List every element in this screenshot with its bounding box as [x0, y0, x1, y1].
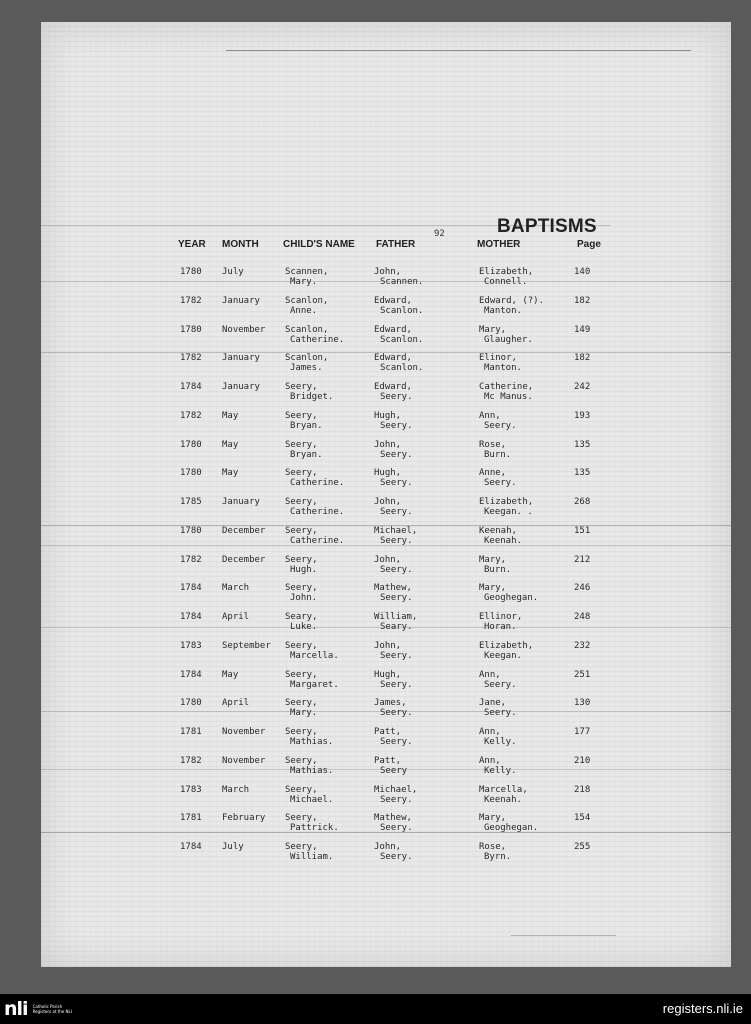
nli-logo[interactable]: [4, 997, 77, 1021]
record-child-surname: Scannen,: [285, 267, 329, 277]
record-month: September: [222, 640, 271, 651]
record-father-forename: John,: [374, 497, 402, 507]
record-year: 1780: [180, 324, 202, 335]
record-page: 210: [574, 755, 591, 766]
record-mother-forename: Mary,: [479, 324, 507, 335]
record-month: January: [222, 353, 260, 364]
record-father-forename: Mathew,: [374, 583, 412, 594]
record-month: January: [222, 497, 260, 507]
record-child-forename: James.: [290, 363, 323, 374]
record-mother-forename: Elizabeth,: [479, 497, 534, 507]
record-mother-surname: Geoghegan.: [484, 593, 539, 604]
record-child-forename: John.: [290, 593, 318, 604]
record-child-forename: Bryan.: [290, 420, 323, 431]
record-father-forename: John,: [374, 640, 402, 651]
record-father-surname: Seery.: [380, 535, 413, 546]
record-father-surname: Seery.: [380, 478, 413, 489]
record-month: January: [222, 295, 260, 306]
record-mother-forename: Ann,: [479, 727, 501, 737]
table-row: [41, 267, 731, 296]
record-child-surname: Seery,: [285, 727, 318, 737]
record-child-forename: Catherine.: [290, 535, 345, 546]
column-header-father: FATHER: [376, 239, 416, 250]
record-father-surname: Seery.: [380, 392, 413, 402]
record-page: 135: [574, 439, 591, 450]
record-year: 1781: [180, 813, 202, 824]
record-father-surname: Scanlon.: [380, 334, 424, 345]
record-mother-surname: Connell.: [484, 277, 528, 287]
record-father-forename: Hugh,: [374, 410, 402, 421]
record-page: 251: [574, 669, 591, 680]
record-page: 255: [574, 842, 591, 852]
record-mother-surname: Mc Manus.: [484, 392, 533, 402]
record-month: July: [222, 267, 244, 277]
table-row: [41, 785, 731, 814]
record-mother-surname: Burn.: [484, 564, 512, 575]
record-page: 232: [574, 640, 591, 651]
record-child-surname: Seary,: [285, 612, 318, 622]
table-row: [41, 468, 731, 497]
record-mother-surname: Seery.: [484, 478, 517, 489]
record-mother-forename: Marcella,: [479, 784, 528, 795]
record-father-surname: Seery.: [380, 679, 413, 690]
record-month: May: [222, 439, 239, 450]
record-father-surname: Seery.: [380, 794, 413, 805]
record-mother-surname: Byrn.: [484, 852, 512, 862]
record-father-forename: Michael,: [374, 525, 418, 536]
record-child-surname: Seery,: [285, 842, 318, 852]
record-page: 177: [574, 727, 591, 737]
record-child-forename: William.: [290, 852, 334, 862]
record-mother-forename: Elinor,: [479, 353, 517, 364]
record-mother-surname: Geoghegan.: [484, 823, 539, 834]
record-mother-surname: Horan.: [484, 622, 517, 632]
record-year: 1783: [180, 784, 202, 795]
record-father-forename: Edward,: [374, 295, 412, 306]
record-child-surname: Scanlon,: [285, 324, 329, 335]
record-month: December: [222, 525, 266, 536]
record-father-surname: Seery.: [380, 564, 413, 575]
record-mother-surname: Kelly.: [484, 765, 517, 776]
record-father-surname: Seery.: [380, 420, 413, 431]
record-father-forename: Hugh,: [374, 468, 402, 479]
record-child-surname: Seery,: [285, 755, 318, 766]
page-number: 92: [434, 229, 445, 239]
table-row: [41, 296, 731, 325]
table-row: [41, 698, 731, 727]
table-row: [41, 756, 731, 785]
record-child-surname: Seery,: [285, 784, 318, 795]
record-mother-surname: Seery.: [484, 679, 517, 690]
record-father-forename: John,: [374, 554, 402, 565]
record-child-forename: Catherine.: [290, 334, 345, 345]
record-page: 182: [574, 353, 591, 364]
record-month: February: [222, 813, 266, 824]
record-mother-surname: Seery.: [484, 420, 517, 431]
record-father-surname: Seery.: [380, 852, 413, 862]
record-father-surname: Seery.: [380, 593, 413, 604]
record-child-surname: Seery,: [285, 382, 318, 392]
record-year: 1780: [180, 525, 202, 536]
record-father-surname: Seery.: [380, 449, 413, 460]
record-page: 268: [574, 497, 591, 507]
record-month: March: [222, 784, 250, 795]
record-page: 242: [574, 382, 591, 392]
record-month: November: [222, 324, 266, 335]
record-mother-forename: Jane,: [479, 698, 507, 709]
record-child-surname: Seery,: [285, 468, 318, 479]
column-header-mother: MOTHER: [477, 239, 521, 250]
table-row: [41, 526, 731, 555]
record-mother-forename: Elizabeth,: [479, 640, 534, 651]
record-father-forename: Patt,: [374, 727, 402, 737]
record-child-forename: Bridget.: [290, 392, 334, 402]
record-mother-forename: Ellinor,: [479, 612, 523, 622]
record-year: 1784: [180, 382, 202, 392]
record-child-forename: Pattrick.: [290, 823, 339, 834]
record-child-forename: Bryan.: [290, 449, 323, 460]
record-year: 1783: [180, 640, 202, 651]
record-month: April: [222, 698, 250, 709]
record-mother-forename: Mary,: [479, 554, 507, 565]
record-mother-forename: Mary,: [479, 813, 507, 824]
record-father-forename: James,: [374, 698, 407, 709]
record-year: 1782: [180, 353, 202, 364]
record-child-forename: Catherine.: [290, 478, 345, 489]
record-father-surname: Seery.: [380, 737, 413, 747]
scan-line: [226, 50, 691, 51]
record-child-surname: Seery,: [285, 497, 318, 507]
record-mother-surname: Manton.: [484, 305, 522, 316]
table-row: [41, 612, 731, 641]
record-month: January: [222, 382, 260, 392]
record-year: 1782: [180, 755, 202, 766]
record-page: 154: [574, 813, 591, 824]
record-page: 246: [574, 583, 591, 594]
record-child-surname: Seery,: [285, 410, 318, 421]
record-father-surname: Seery.: [380, 507, 413, 517]
record-year: 1784: [180, 612, 202, 622]
record-child-forename: Marcella.: [290, 650, 339, 661]
record-mother-forename: Ann,: [479, 755, 501, 766]
record-mother-surname: Keenah.: [484, 794, 522, 805]
record-page: 182: [574, 295, 591, 306]
register-page: [41, 22, 731, 967]
record-child-forename: Catherine.: [290, 507, 345, 517]
record-page: 218: [574, 784, 591, 795]
record-page: 248: [574, 612, 591, 622]
record-year: 1782: [180, 410, 202, 421]
record-child-surname: Scanlon,: [285, 353, 329, 364]
record-page: 135: [574, 468, 591, 479]
record-father-surname: Seery.: [380, 823, 413, 834]
table-row: [41, 555, 731, 584]
record-year: 1781: [180, 727, 202, 737]
table-row: [41, 670, 731, 699]
record-year: 1780: [180, 698, 202, 709]
record-month: December: [222, 554, 266, 565]
record-year: 1780: [180, 439, 202, 450]
record-father-surname: Scanlon.: [380, 363, 424, 374]
record-child-forename: Mathias.: [290, 765, 334, 776]
column-header-month: MONTH: [222, 239, 259, 250]
record-mother-surname: Glaugher.: [484, 334, 533, 345]
record-father-forename: Edward,: [374, 353, 412, 364]
record-father-forename: Hugh,: [374, 669, 402, 680]
table-row: [41, 382, 731, 411]
record-page: 140: [574, 267, 591, 277]
record-year: 1782: [180, 554, 202, 565]
record-mother-forename: Keenah,: [479, 525, 517, 536]
record-child-forename: Luke.: [290, 622, 318, 632]
record-mother-surname: Keegan. .: [484, 507, 533, 517]
table-row: [41, 727, 731, 756]
record-year: 1780: [180, 267, 202, 277]
record-father-forename: Edward,: [374, 382, 412, 392]
table-row: [41, 583, 731, 612]
record-year: 1784: [180, 583, 202, 594]
record-page: 212: [574, 554, 591, 565]
record-father-surname: Seery: [380, 765, 408, 776]
record-father-forename: Michael,: [374, 784, 418, 795]
table-row: [41, 353, 731, 382]
record-father-surname: Scannen.: [380, 277, 424, 287]
record-mother-forename: Elizabeth,: [479, 267, 534, 277]
record-month: May: [222, 468, 239, 479]
record-mother-surname: Manton.: [484, 363, 522, 374]
record-mother-forename: Rose,: [479, 842, 507, 852]
record-mother-forename: Ann,: [479, 669, 501, 680]
record-father-forename: Patt,: [374, 755, 402, 766]
record-mother-forename: Rose,: [479, 439, 507, 450]
record-month: April: [222, 612, 250, 622]
nli-logo-mark: nli: [4, 998, 28, 1020]
record-child-surname: Scanlon,: [285, 295, 329, 306]
record-mother-surname: Keegan.: [484, 650, 522, 661]
table-row: [41, 497, 731, 526]
record-child-forename: Mathias.: [290, 737, 334, 747]
record-mother-forename: Ann,: [479, 410, 501, 421]
record-year: 1784: [180, 669, 202, 680]
page-title: BAPTISMS: [497, 216, 597, 237]
table-row: [41, 411, 731, 440]
record-child-forename: Mary.: [290, 277, 318, 287]
record-month: July: [222, 842, 244, 852]
record-page: 149: [574, 324, 591, 335]
scan-line: [511, 935, 616, 936]
record-year: 1780: [180, 468, 202, 479]
record-child-surname: Seery,: [285, 669, 318, 680]
record-mother-surname: Kelly.: [484, 737, 517, 747]
record-year: 1784: [180, 842, 202, 852]
record-month: May: [222, 410, 239, 421]
record-father-surname: Seary.: [380, 622, 413, 632]
record-page: 130: [574, 698, 591, 709]
record-child-surname: Seery,: [285, 583, 318, 594]
record-child-surname: Seery,: [285, 698, 318, 709]
record-father-forename: John,: [374, 267, 402, 277]
record-father-forename: John,: [374, 439, 402, 450]
record-child-surname: Seery,: [285, 813, 318, 824]
record-father-forename: William,: [374, 612, 418, 622]
nli-logo-caption: Catholic Parish Registers at the NLI: [32, 1004, 72, 1014]
record-month: May: [222, 669, 239, 680]
record-child-surname: Seery,: [285, 525, 318, 536]
record-year: 1782: [180, 295, 202, 306]
record-child-forename: Margaret.: [290, 679, 339, 690]
record-month: November: [222, 727, 266, 737]
record-mother-surname: Burn.: [484, 449, 512, 460]
record-page: 151: [574, 525, 591, 536]
record-month: March: [222, 583, 250, 594]
record-child-surname: Seery,: [285, 554, 318, 565]
table-row: [41, 813, 731, 842]
record-mother-forename: Catherine,: [479, 382, 534, 392]
site-link[interactable]: registers.nli.ie: [662, 1001, 743, 1016]
record-mother-forename: Mary,: [479, 583, 507, 594]
record-child-forename: Hugh.: [290, 564, 318, 575]
record-mother-forename: Edward, (?).: [479, 295, 545, 306]
record-mother-forename: Anne,: [479, 468, 507, 479]
record-father-surname: Seery.: [380, 650, 413, 661]
record-father-forename: Edward,: [374, 324, 412, 335]
record-child-forename: Mary.: [290, 708, 318, 719]
record-year: 1785: [180, 497, 202, 507]
record-child-forename: Anne.: [290, 305, 318, 316]
record-mother-surname: Seery.: [484, 708, 517, 719]
record-month: November: [222, 755, 266, 766]
column-header-page: Page: [577, 239, 601, 250]
table-row: [41, 440, 731, 469]
record-father-forename: Mathew,: [374, 813, 412, 824]
table-row: [41, 641, 731, 670]
record-father-surname: Seery.: [380, 708, 413, 719]
record-child-surname: Seery,: [285, 439, 318, 450]
footer-bar: [0, 994, 751, 1024]
column-header-year: YEAR: [178, 239, 206, 250]
table-row: [41, 325, 731, 354]
record-mother-surname: Keenah.: [484, 535, 522, 546]
record-page: 193: [574, 410, 591, 421]
column-header-child: CHILD'S NAME: [283, 239, 355, 250]
record-child-forename: Michael.: [290, 794, 334, 805]
record-father-surname: Scanlon.: [380, 305, 424, 316]
table-row: [41, 842, 731, 871]
record-father-forename: John,: [374, 842, 402, 852]
record-child-surname: Seery,: [285, 640, 318, 651]
